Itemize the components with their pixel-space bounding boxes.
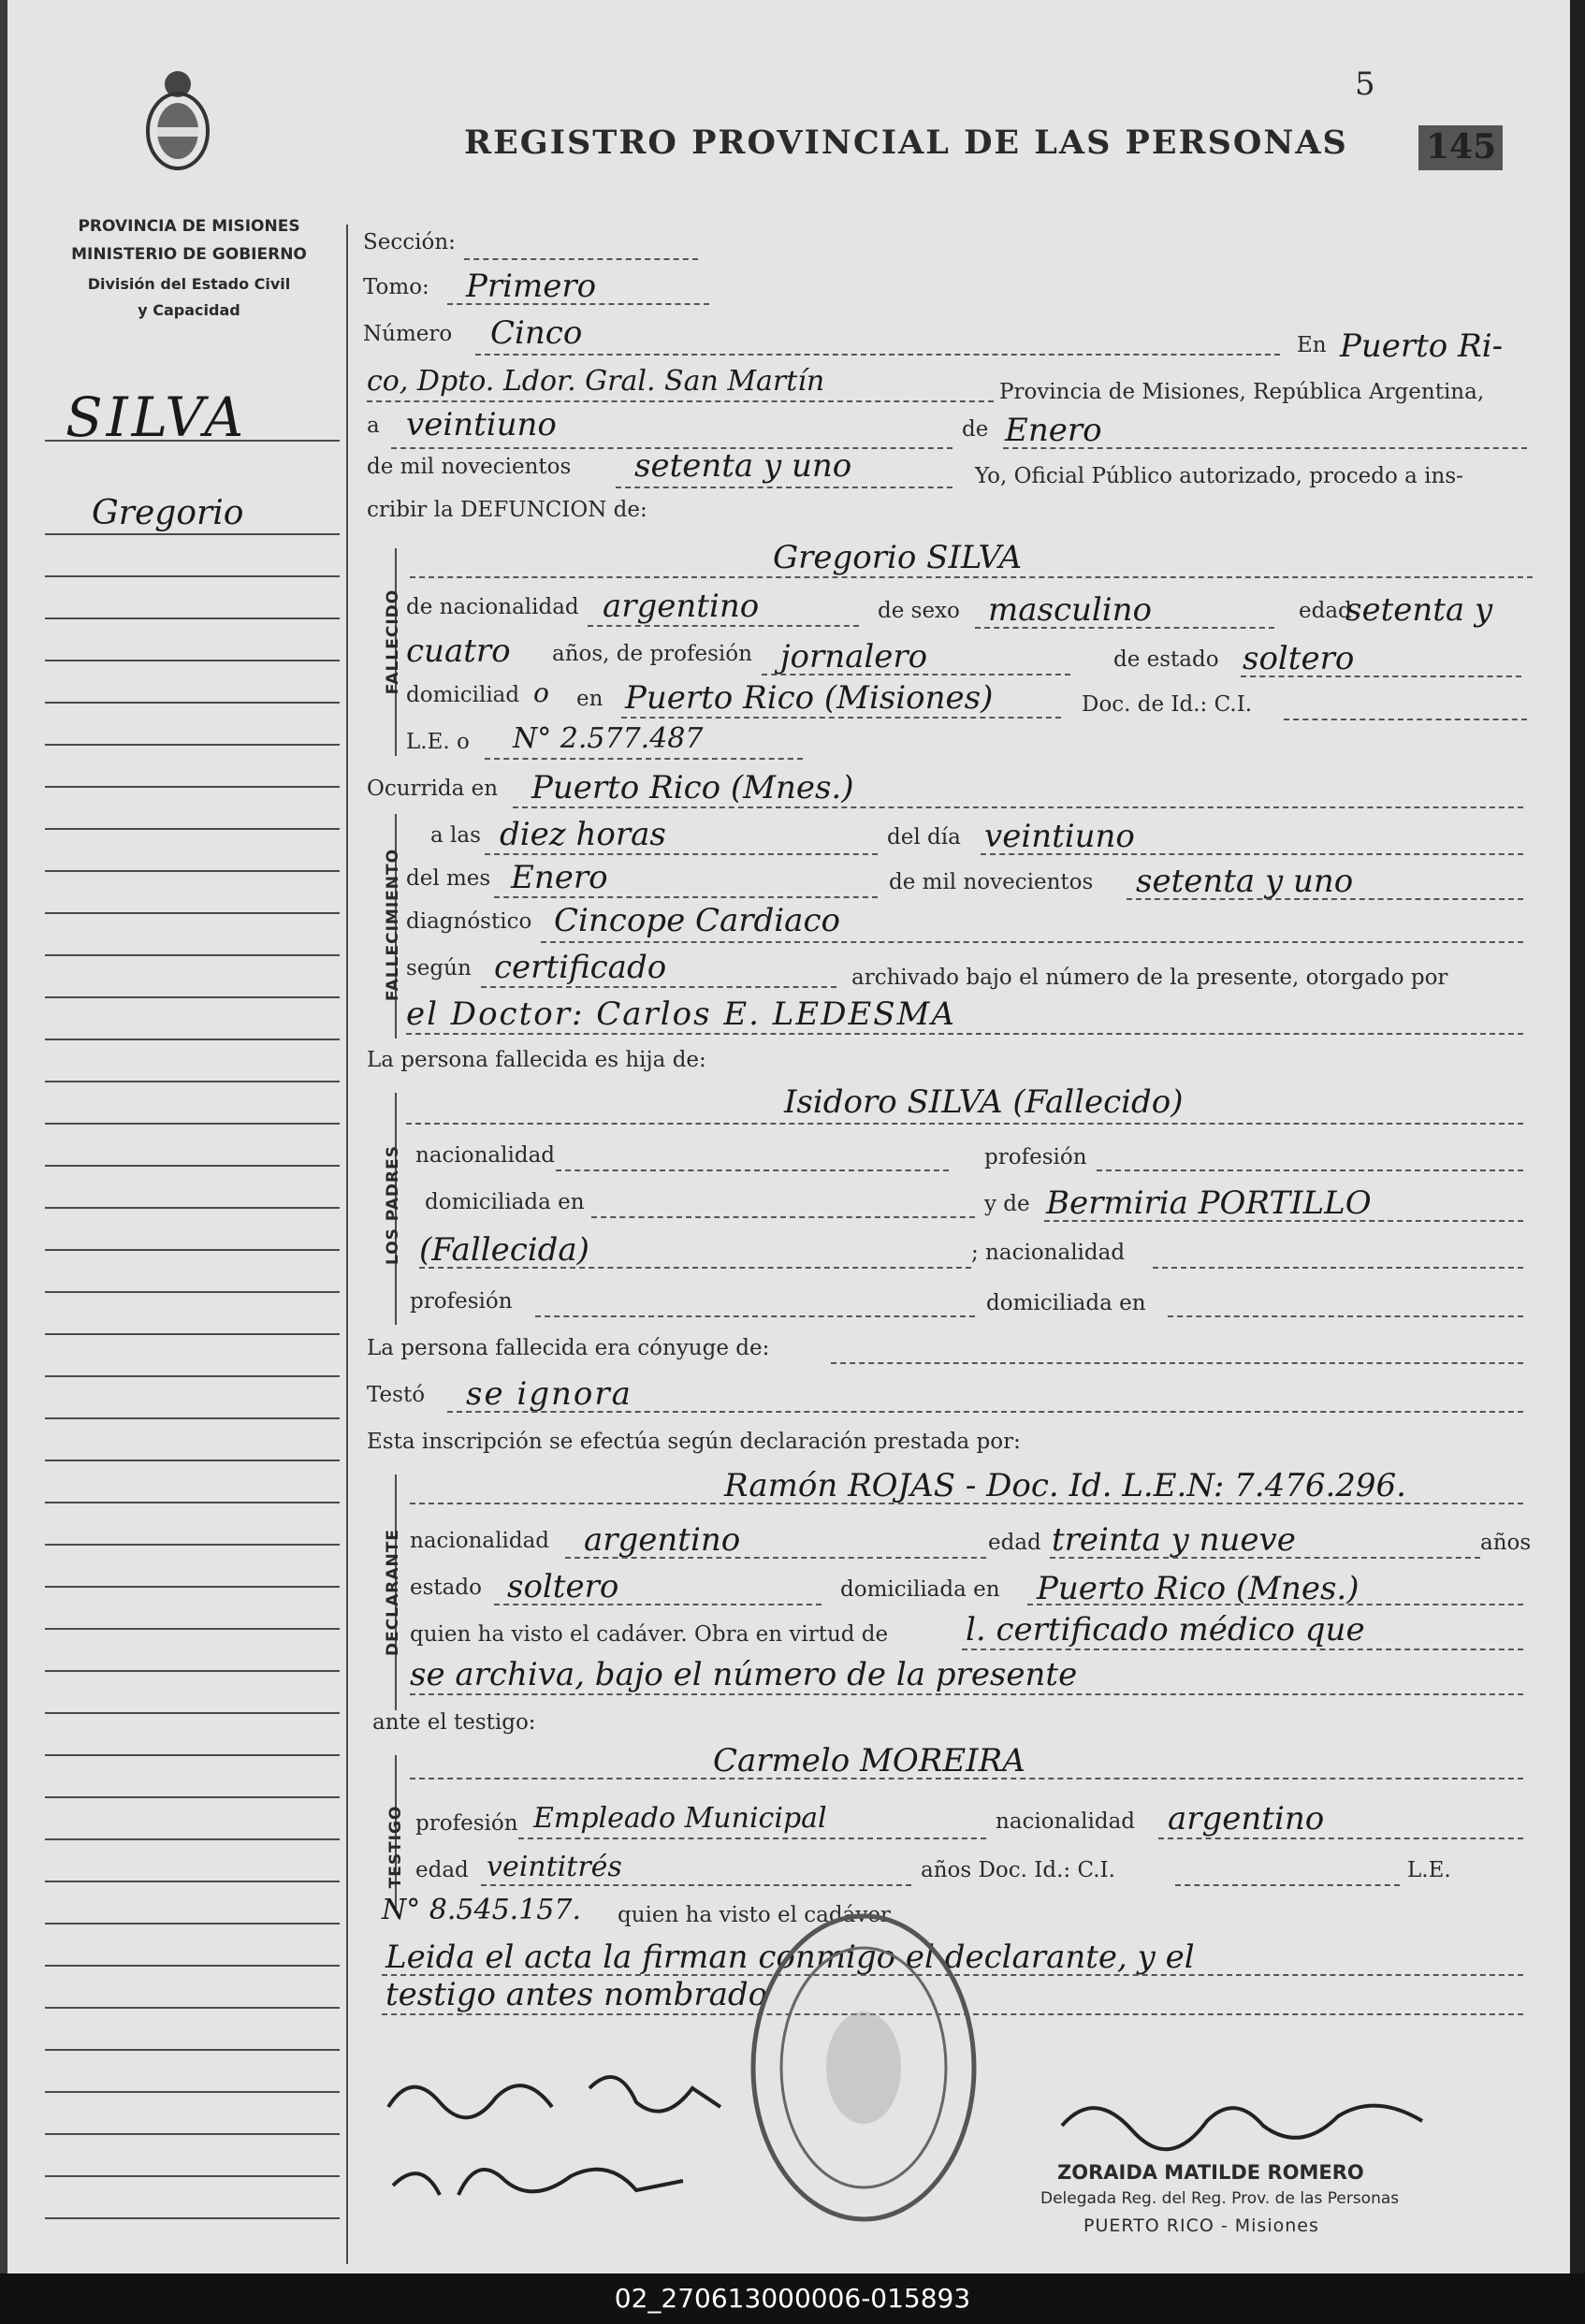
de-mil-nov-label: de mil novecientos: [889, 870, 1094, 894]
oficial-name: ZORAIDA MATILDE ROMERO: [1057, 2161, 1364, 2184]
obra-value-1: l. certificado médico que: [966, 1611, 1365, 1649]
numero-label: Número: [363, 322, 453, 346]
testigo-signature: [384, 2139, 702, 2214]
ante-testigo-label: ante el testigo:: [372, 1710, 536, 1735]
ocurrida-label: Ocurrida en: [367, 777, 499, 801]
test-profesion-label: profesión: [415, 1811, 518, 1836]
decl-estado-value: soltero: [507, 1568, 619, 1605]
oficial-signature: [1057, 2079, 1432, 2163]
testigo-side-label: TESTIGO: [386, 1805, 405, 1889]
lugar-value-2: co, Dpto. Ldor. Gral. San Martín: [367, 365, 825, 398]
de-label: de: [962, 417, 989, 442]
estado-label: de estado: [1113, 647, 1219, 672]
domiciliado-label: domiciliad: [406, 683, 520, 707]
test-nacionalidad-label: nacionalidad: [996, 1809, 1136, 1834]
decl-anos-label: años: [1480, 1531, 1532, 1555]
archivado-label: archivado bajo el número de la presente, otorgado por: [851, 966, 1448, 990]
madre-value: Bermiria PORTILLO: [1046, 1184, 1372, 1222]
segun-value: certificado: [494, 949, 667, 986]
test-nacionalidad-value: argentino: [1168, 1800, 1325, 1837]
margin-divider: [346, 225, 348, 2264]
y-de-label: y de: [984, 1192, 1030, 1216]
decl-nacionalidad-value: argentino: [584, 1521, 741, 1559]
visto-label: quien ha visto el cadáver. Obra en virtud de: [410, 1622, 889, 1647]
nacionalidad-label: de nacionalidad: [406, 595, 579, 619]
hora-value: diez horas: [500, 816, 666, 853]
oficial-place: PUERTO RICO - Misiones: [1083, 2215, 1319, 2236]
diagnostico-label: diagnóstico: [406, 909, 532, 934]
ocurrida-value: Puerto Rico (Mnes.): [531, 769, 854, 806]
scan-footer-id: 02_270613000006-015893: [0, 2273, 1585, 2324]
dia-value: veintiuno: [406, 406, 557, 443]
decl-estado-label: estado: [410, 1576, 482, 1600]
fallecido-nombre: Gregorio SILVA: [773, 539, 1023, 576]
test-profesion-value: Empleado Municipal: [533, 1802, 827, 1835]
test-anos-doc-label: años Doc. Id.: C.I.: [921, 1858, 1115, 1882]
decl-edad-label: edad: [988, 1531, 1041, 1555]
profesion-label: años, de profesión: [552, 642, 752, 666]
official-seal-stamp: [747, 1909, 981, 2227]
mes2-value: Enero: [511, 859, 608, 896]
le-value: N° 2.577.487: [513, 722, 704, 755]
padre-nacionalidad-label: nacionalidad: [415, 1143, 556, 1168]
padre-domiciliada-label: domiciliada en: [425, 1190, 585, 1214]
decl-domicilio-value: Puerto Rico (Mnes.): [1037, 1570, 1360, 1607]
profesion-value: jornalero: [780, 638, 928, 675]
testo-label: Testó: [367, 1383, 426, 1407]
declarante-signature: [384, 2051, 739, 2135]
tomo-label: Tomo:: [363, 275, 429, 299]
conyuge-label: La persona fallecida era cónyuge de:: [367, 1336, 770, 1360]
nacionalidad-value: argentino: [603, 588, 760, 625]
madre-value-2: (Fallecida): [419, 1231, 589, 1269]
doc-id-label: Doc. de Id.: C.I.: [1082, 692, 1253, 717]
le-label: L.E. o: [406, 730, 470, 754]
page-edge-shadow: [1570, 0, 1585, 2273]
padre-profesion-label: profesión: [984, 1145, 1087, 1169]
sexo-label: de sexo: [878, 599, 960, 623]
org-division: División del Estado Civil: [87, 275, 291, 293]
org-ministry: MINISTERIO DE GOBIERNO: [71, 245, 307, 264]
test-le-value: N° 8.545.157.: [382, 1894, 582, 1926]
quien-visto-label: quien ha visto el cadáver.: [618, 1903, 895, 1927]
estado-value: soltero: [1243, 640, 1355, 677]
en-label-2: en: [576, 687, 603, 711]
provincia-label: Provincia de Misiones, República Argentina,: [999, 380, 1485, 404]
a-label: a: [367, 414, 380, 438]
tomo-value: Primero: [466, 268, 597, 305]
en-label: En: [1297, 333, 1327, 357]
dia2-value: veintiuno: [984, 818, 1135, 855]
inscripcion-label: Esta inscripción se efectúa según declaración prestada por:: [367, 1430, 1021, 1454]
coat-of-arms-seal: [140, 65, 215, 176]
document-page: [7, 0, 1570, 2273]
org-province: PROVINCIA DE MISIONES: [78, 217, 300, 236]
oficial-role: Delegada Reg. del Reg. Prov. de las Personas: [1040, 2189, 1400, 2208]
doctor-value: el Doctor: Carlos E. LEDESMA: [406, 995, 956, 1033]
fallecimiento-side-label: FALLECIMIENTO: [384, 848, 402, 1001]
inscribir-label: cribir la DEFUNCION de:: [367, 498, 647, 522]
obra-value-2: se archiva, bajo el número de la presente: [410, 1656, 1078, 1693]
hija-de-label: La persona fallecida es hija de:: [367, 1048, 706, 1072]
anio-value: setenta y uno: [634, 447, 852, 485]
madre-nacionalidad-label: ; nacionalidad: [971, 1241, 1126, 1265]
padres-side-label: LOS PADRES: [384, 1145, 402, 1265]
oficial-label: Yo, Oficial Público autorizado, procedo a ins-: [975, 464, 1463, 488]
test-edad-label: edad: [415, 1858, 469, 1882]
edad-value-2: cuatro: [406, 632, 511, 670]
domiciliado-suffix: o: [533, 677, 549, 708]
margin-given-name: Gregorio: [92, 494, 244, 532]
a-las-label: a las: [430, 823, 481, 848]
mes-value: Enero: [1005, 412, 1102, 449]
sexo-value: masculino: [988, 591, 1153, 629]
anio2-value: setenta y uno: [1136, 863, 1354, 900]
madre-domiciliada-label: domiciliada en: [986, 1291, 1146, 1315]
decl-nacionalidad-label: nacionalidad: [410, 1529, 550, 1553]
testigo-value: Carmelo MOREIRA: [713, 1742, 1025, 1779]
del-dia-label: del día: [887, 825, 961, 850]
page-number: 5: [1355, 65, 1375, 103]
document-title: REGISTRO PROVINCIAL DE LAS PERSONAS: [464, 123, 1348, 162]
padre-value: Isidoro SILVA (Fallecido): [784, 1083, 1184, 1121]
test-edad-value: veintitrés: [487, 1851, 622, 1883]
edad-label: edad: [1299, 599, 1352, 623]
edad-value-1: setenta y: [1345, 591, 1493, 629]
numero-value: Cinco: [490, 314, 583, 352]
declarante-value: Ramón ROJAS - Doc. Id. L.E.N: 7.476.296.: [724, 1467, 1406, 1504]
leida-value-1: Leida el acta la firman conmigo el declarante, y el: [385, 1939, 1195, 1976]
madre-profesion-label: profesión: [410, 1289, 513, 1314]
margin-surname: SILVA: [65, 385, 248, 449]
decl-domiciliada-label: domiciliada en: [840, 1577, 1000, 1602]
folio-stamp-number: 145: [1426, 127, 1497, 167]
test-le-label: L.E.: [1407, 1858, 1451, 1882]
segun-label: según: [406, 956, 472, 980]
testo-value: se ignora: [466, 1375, 633, 1413]
decl-edad-value: treinta y nueve: [1052, 1521, 1296, 1559]
leida-value-2: testigo antes nombrado: [385, 1976, 768, 2013]
folio-stamp: [1418, 125, 1503, 170]
org-capacity: y Capacidad: [138, 301, 240, 319]
lugar-value-1: Puerto Ri-: [1340, 327, 1504, 365]
domicilio-value: Puerto Rico (Misiones): [625, 679, 994, 717]
fallecido-side-label: FALLECIDO: [384, 588, 402, 695]
diagnostico-value: Cincope Cardiaco: [554, 902, 840, 939]
de-mil-label: de mil novecientos: [367, 455, 572, 479]
del-mes-label: del mes: [406, 866, 491, 891]
binding-spine: [0, 0, 7, 2273]
seccion-label: Sección:: [363, 230, 456, 254]
declarante-side-label: DECLARANTE: [384, 1529, 402, 1656]
